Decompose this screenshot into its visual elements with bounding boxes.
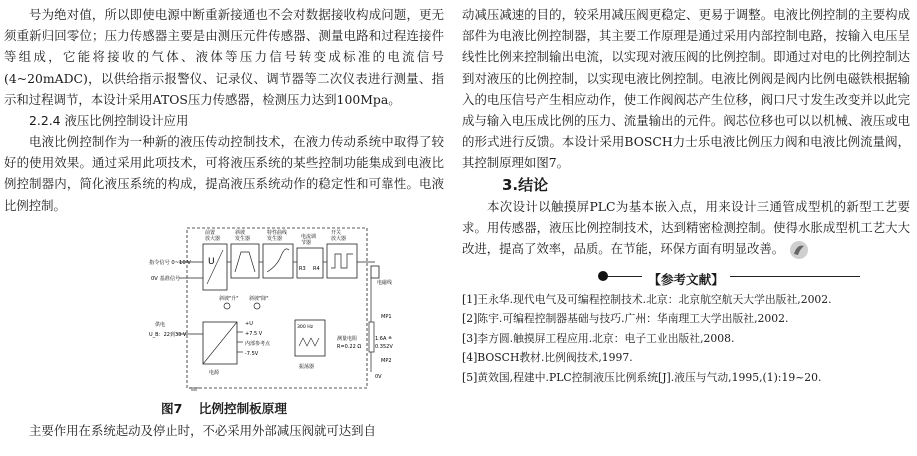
ramp-down-label: 斜坡"降" <box>249 295 269 302</box>
pre-amp-symbol: U <box>208 256 215 267</box>
input-command-label: 指令信号 0~10 V <box>149 259 191 266</box>
mp1-label: MP1 <box>381 313 392 320</box>
supply-label: 供电 <box>155 321 166 328</box>
power-label: 电源 <box>209 369 220 376</box>
func-gen-label-2: 发生器 <box>267 235 283 242</box>
references-header <box>462 266 910 290</box>
left-paragraph-1: 号为绝对值，所以即使电源中断重新接通也不会对数据接收构成问题，更无须重新归回零位；压力传感器主要是由测压元件传感器、测量电路和过程连接件等组成，它能将接收的气体、液体等压力信号转变成标准的电流信号(4~20mADC)，以供给指示报警仪、记录仪、调节器等二次仪表进行测量、指示和过程调节，本设计采用ATOS压力传感器，检测压力达到100Mpa。 <box>4 7 444 107</box>
section-heading-conclusion: 3.结论 <box>502 175 549 194</box>
reference-item: [3]李方圆.触摸屏工程应用.北京：电子工业出版社,2008. <box>462 331 735 345</box>
ramp-up-label: 斜坡"升" <box>219 295 239 302</box>
figure-caption <box>4 400 444 418</box>
references-title-wrap <box>462 269 910 288</box>
switch-amp-label-2: 放大器 <box>331 235 347 242</box>
meas-r-label: R=0.22 Ω <box>337 343 362 350</box>
supply-voltage-label: U_B：22到33 V <box>149 331 187 338</box>
slope-gen-label: 斜坡 <box>235 229 246 236</box>
end-mark-icon <box>788 240 810 260</box>
mp2-label: MP2 <box>381 357 392 364</box>
right-paragraph-1: 动减压减速的目的，较采用减压阀更稳定、更易于调整。电液比例控制的主要构成部件为电液比例控制器，其主要工作原理是通过采用内部控制电路，按输入电压呈线性比例来控制输出电流，以实现对液压阀的比例控制。即通过对电的比例控制达到对液压的比例控制，以实现电液比例控制。电液比例阀是阀内比例电磁铁根据输入的电压信号产生相应动作，使工作阀阀芯产生位移，阀口尺寸发生改变并以此完成与输入电压成比例的压力、流量输出的元件。阀芯位移也可以以机械、液压或电的形式进行反馈。本设计采用BOSCH力士乐电液比例压力阀和电液比例流量阀，其控制原理如图7。 <box>462 7 910 171</box>
references-title: 【参考文献】 <box>642 272 730 287</box>
left-column <box>4 4 444 441</box>
func-gen-block <box>263 244 293 278</box>
conclusion-text: 本次设计以触摸屏PLC为基本嵌入点，用来设计三通管成型机的新型工艺要求。用传感器，液压比例控制技术，达到精密检测控制。使得水胀成型机工艺大大改进，提高了效率，品质。在节能，环保方面有明显改善。 <box>462 198 910 257</box>
slope-gen-block <box>231 244 259 278</box>
coil-label: 电磁线 <box>377 279 393 286</box>
figure-7-diagram <box>149 222 401 398</box>
switch-amp-block <box>327 244 357 278</box>
reference-item: [5]黄效国,程建中.PLC控制液压比例系统[J].液压与气动,1995,(1):19~20. <box>462 370 822 384</box>
subsection-heading: 2.2.4 液压比例控制设计应用 <box>29 113 189 129</box>
input-reference-label: 0V 基准信号 <box>151 275 181 282</box>
r3-label: R3 <box>299 265 306 272</box>
left-paragraph-2: 电液比例控制作为一种新的液压传动控制技术，在液力传动系统中取得了较好的使用效果。通过采用此项技术，可将液压系统的某些控制功能集成到电液比例控制器内，简化液压系统的构成，提高液压系统动作的稳定性和可靠性。电液比例控制。 <box>4 134 444 213</box>
oscillator-label: 振荡器 <box>299 363 315 370</box>
internal-ref-label: 内部参考点 <box>245 340 271 347</box>
left-paragraph-3: 主要作用在系统起动及停止时，不必采用外部减压阀就可达到自 <box>29 422 376 438</box>
meas-label: 测量电阻 <box>337 335 358 342</box>
measurement-resistor <box>369 322 374 352</box>
v75-label: +7.5 V <box>245 330 263 337</box>
current-reg-label: 电流调 <box>301 233 317 240</box>
current-reg-label-2: 节器 <box>301 239 312 246</box>
meas-v1-label: 1.6A ≙ <box>375 335 393 342</box>
reference-item: [1]王永华.现代电气及可编程控制技术.北京：北京航空航天大学出版社,2002. <box>462 292 832 306</box>
r4-label: R4 <box>313 265 320 272</box>
oscillator-freq: 300 Hz <box>297 324 314 330</box>
vplus-label: +U <box>245 320 253 327</box>
figure-title: 比例控制板原理 <box>198 400 287 416</box>
zero-v-label: 0V <box>375 373 382 380</box>
pre-amp-label: 前置 <box>205 229 216 236</box>
vneg-label: -7.5V <box>245 350 259 357</box>
func-gen-label: 特性曲线 <box>267 229 288 236</box>
control-board-schematic <box>149 222 401 398</box>
pre-amp-label-2: 放大器 <box>205 235 221 242</box>
slope-gen-label-2: 发生器 <box>235 235 251 242</box>
meas-v2-label: 0.352V <box>375 343 393 350</box>
conclusion-paragraph <box>462 196 910 260</box>
right-column <box>462 4 910 388</box>
solenoid-coil <box>371 266 379 278</box>
reference-item: [4]BOSCH教材.比例阀技术,1997. <box>462 351 633 365</box>
current-reg-block <box>297 248 323 278</box>
figure-number: 图7 <box>161 400 183 416</box>
switch-amp-label: 开关 <box>331 229 342 236</box>
reference-item: [2]陈宇.可编程控制器基础与技巧.广州：华南理工大学出版社,2002. <box>462 312 789 326</box>
